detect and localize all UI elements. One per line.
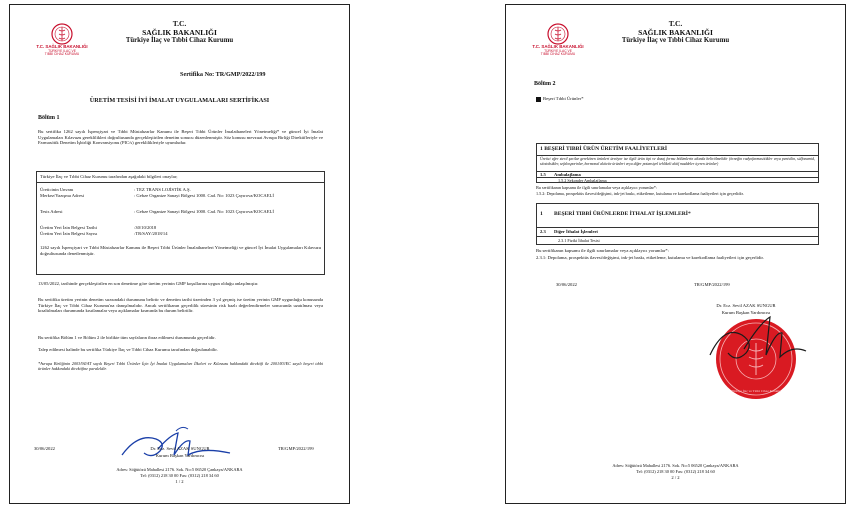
header-country: T.C. [172,19,187,28]
activities-note: Üretici eğer steril şartlar gerektiren ürünleri üretiyor ise ilgili ürün tipi ve dozaj formu bölümlerin altında belirtilmelidir (örneğin radyofarmasötikler veya penisilin, sülfonamid, sitotoksikler, sefalosporinler, hormonal aktivite ürünleri veya diğer potansiyel tehlikeli aktif maddeler içeren ürünler) [540,157,815,166]
page-header [10,19,349,44]
row-1-5-number: 1.5 [540,172,546,177]
info-box-intro: Türkiye İlaç ve Tıbbi Cihaz Kurumu tarafından aşağıdaki bilgileri onaylar; [40,174,178,179]
logo-subtitle-2: TIBBİ CİHAZ KURUMU [540,52,576,57]
intro-paragraph: Bu sertifika 1262 sayılı İspençiyari ve Tıbbi Müstahzarlar Kanunu ile Beşeri Tıbbi Ürünler İmalathaneleri Yönetmeliği* ve güncel İyi İmalat Uygulamaları Kılavuzu gereklilikleri doğrultusunda gerçekleştirilen denetim sonucu düzenlenmiştir. Söz konusu mevzuat Avrupa Birliği Direktifleriyle ve Farmasötik Denetim İşbirliği Konvansiyonu (PIC/s) gereklilikleriyle uyumludur. [38,129,323,146]
scope-1-text: 1.5.2: Depolama, prospektüs ilavesi/değişimi, ink-jet baskı, etiketleme, kutulama ve karekodlama faaliyetleri için geçerlidir. [536,191,744,196]
reference-number: TR/GMP/2022/199 [278,446,314,451]
logo-title: T.C. SAĞLIK BAKANLIĞI [532,44,584,49]
address-line: Adres: Söğütözü Mahallesi 2176. Sok. No:5 06520 Çankaya/ANKARA [612,463,739,468]
field-value-manufacturer: : TEZ TRANS LOJİSTİK A.Ş. [134,187,191,192]
phone-line: Tel: (0312) 218 30 00 Fax: (0312) 218 34 60 [636,469,715,474]
section-1-heading: Bölüm 1 [38,115,60,121]
signer-name: Dr. Ecz. Sevil AZAK SUNGUR [716,303,776,308]
activities-heading: 1 BEŞERİ TIBBİ ÜRÜN ÜRETİM FAALİYETLERİ [540,146,668,152]
logo-subtitle-1: TÜRKİYE İLAÇ VE [544,48,572,53]
header-agency: Türkiye İlaç ve Tıbbi Cihaz Kurumu [621,37,730,44]
phone-line: Tel: (0312) 218 30 00 Fax: (0312) 218 34 60 [140,473,219,478]
header-ministry: SAĞLIK BAKANLIĞI [638,28,713,37]
stamp-text: Türkiye İlaç ve Tıbbi Cihaz Kurumu [731,389,781,393]
import-heading: BEŞERİ TIBBİ ÜRÜNLERDE İTHALAT İŞLEMLERİ* [554,211,691,217]
address-line: Adres: Söğütözü Mahallesi 2176. Sok. No:5 06520 Çankaya/ANKARA [116,467,243,472]
row-2-3-number: 2.3 [540,229,546,234]
import-heading-number: 1 [540,211,543,217]
field-label-site-address: Tesis Adresi [40,209,63,214]
scope-2-text: 2.3.1: Depolama, prospektüs ilavesi/değişimi, ink-jet baskı, etiketleme, kutulama ve karekodlama faaliyetleri için geçerlidir. [536,255,764,260]
certificate-title: ÜRETİM TESİSİ İYİ İMALAT UYGULAMALARI SERTİFİKASI [89,97,270,104]
checkbox-label: Beşeri Tıbbi Ürünler* [543,96,584,101]
row-2-3-1: 2.3.1 Fiziki İthalat Tesisi [558,238,600,243]
divider [36,182,325,183]
divider [536,236,819,237]
scope-1-heading: Bu sertifikanın kapsamı ile ilgili sınırlamalar veya açıklayıcı yorumlar*: [536,185,658,190]
info-box-outro: 1262 sayılı İspençiyari ve Tıbbi Müstahzarlar Kanunu ile Beşeri Tıbbi Ürünler İmalathaneleri Yönetmeliği ve güncel İyi İmalat Uygulamaları Kılavuzu doğrultusunda denetlenmiştir. [40,245,321,256]
reference-number: TR/GMP/2022/199 [694,282,730,287]
header-agency: Türkiye İlaç ve Tıbbi Cihaz Kurumu [125,37,234,44]
paragraph-inspection-date: 13/05/2022, tarihinde gerçekleştirilen en son denetime göre üretim yerinin GMP koşullarına uygun olduğu anlaşılmıştır. [38,281,259,286]
page-number: 1 / 2 [175,479,184,484]
page-number: 2 / 2 [671,475,680,480]
page-header [506,19,845,44]
signer-name: Dr. Ecz. Sevil AZAK SUNGUR [150,446,210,451]
logo-subtitle-1: TÜRKİYE İLAÇ VE [48,48,76,53]
field-label-manufacturer: Üreticinin Unvanı [40,187,74,192]
signer-title: Kurum Başkan Yardımcısı [721,310,771,315]
row-1-5-label: Ambalajlama [554,172,581,177]
signer-title: Kurum Başkan Yardımcısı [155,453,205,458]
logo-title: T.C. SAĞLIK BAKANLIĞI [36,44,88,49]
certificate-number: Sertifika No: TR/GMP/2022/199 [180,71,266,78]
field-label-permit-number: Üretim Yeri İzin Belgesi Sayısı [40,231,98,236]
divider [536,227,819,228]
field-label-permit-date: Üretim Yeri İzin Belgesi Tarihi [40,225,97,230]
field-value-site-address: : Gebze Organize Sanayi Bölgesi 1000. Cad. No: 1023 Çayırova/KOCAELİ [134,209,274,214]
issue-date: 30/06/2022 [556,282,577,287]
footnote: *Avrupa Birliğinin 2003/94/AT sayılı Beşeri Tıbbi Ürünler İçin İyi İmalat Uygulamaları İlkeleri ve Kılavuzu hakkındaki direktifi ile 2001/83/EC sayılı beşeri tıbbi ürünler hakkındaki direktifine paraleldir. [38,361,323,372]
checkbox-checked [536,97,541,102]
issue-date: 30/06/2022 [34,446,55,451]
row-1-5-2: 1.5.2 Sekonder Ambalajlama [558,177,607,183]
certificate-page-2 [505,4,846,504]
paragraph-sections: Bu sertifika Bölüm 1 ve Bölüm 2 ile birlikte tüm sayfaların ibraz edilmesi durumunda geçerlidir. [38,335,216,340]
certificate-page-1 [9,4,350,504]
section-2-heading: Bölüm 2 [534,81,556,87]
field-label-hq-address: Merkez/Yazışma Adresi [40,193,85,198]
paragraph-verification: Talep edilmesi halinde bu sertifika Türkiye İlaç ve Tıbbi Cihaz Kurumu tarafından doğrulanabilir. [38,347,218,352]
field-value-hq-address: : Gebze Organize Sanayi Bölgesi 1000. Cad. No: 1023 Çayırova/KOCAELİ [134,193,274,198]
field-value-permit-date: :30/10/2018 [134,225,157,230]
scope-2-heading: Bu sertifikanın kapsamı ile ilgili sınırlamalar veya açıklayıcı yorumlar*: [536,248,669,253]
paragraph-validity: Bu sertifika üretim yerinin denetim sırasındaki durumunu belirtir ve denetim tarihi üzerinden 3 yıl geçmiş ise üretim yerinin GMP uygunluğu konusunda Türkiye İlaç ve Tıbbi Cihaz Kurumu'na danışılmalıdır. Ancak sertifikanın geçerlilik süresinin risk bazlı değerlendirmeler sonucunda uzatılması veya kısaltılmaları durumunda kısıtlamalar veya açıklamalar kısmında bu durum belirtilir. [38,297,323,314]
row-2-3-label: Diğer İthalat İşlemleri [554,229,598,234]
divider [536,155,819,156]
header-country: T.C. [668,19,683,28]
logo-subtitle-2: TIBBİ CİHAZ KURUMU [44,52,80,57]
field-value-permit-number: :TR/SAY/2018/14 [134,231,168,236]
header-ministry: SAĞLIK BAKANLIĞI [142,28,217,37]
signature-icon [702,305,812,375]
